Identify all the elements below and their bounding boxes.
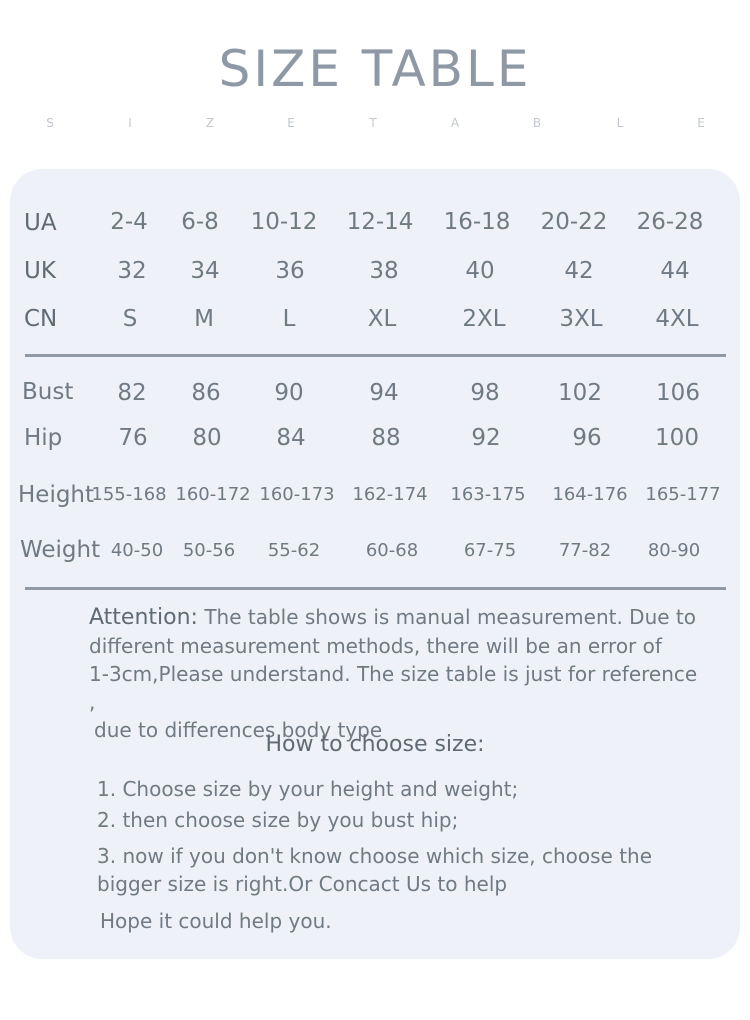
table-cell: 60-68 [365, 540, 419, 561]
spaced-letter: E [287, 116, 295, 130]
row-label-bust: Bust [22, 379, 74, 405]
table-cell: XL [367, 306, 397, 332]
table-cell: 98 [470, 380, 500, 406]
table-cell: 80 [192, 425, 222, 451]
table-cell: 94 [369, 380, 399, 406]
spaced-letter: T [369, 116, 377, 130]
section-title: How to choose size: [265, 732, 485, 757]
table-cell: M [194, 306, 214, 332]
table-cell: 38 [369, 258, 399, 284]
table-cell: 32 [117, 258, 147, 284]
table-cell: 44 [660, 258, 690, 284]
attention-label: Attention: [89, 605, 198, 630]
page-title: SIZE TABLE [218, 40, 532, 98]
spaced-letter: L [616, 116, 624, 130]
table-cell: 76 [118, 425, 148, 451]
instruction-step: 2. then choose size by you bust hip; [97, 808, 459, 832]
table-cell: 12-14 [346, 209, 414, 235]
table-cell: 2-4 [110, 209, 148, 235]
table-divider [25, 354, 726, 357]
row-label-uk: UK [24, 258, 56, 284]
attention-text: The table shows is manual measurement. Due to [204, 605, 697, 629]
table-cell: 162-174 [352, 484, 428, 505]
table-cell: 16-18 [443, 209, 511, 235]
table-cell: L [282, 306, 296, 332]
table-cell: 40-50 [110, 540, 164, 561]
table-cell: 82 [117, 380, 147, 406]
row-label-hip: Hip [24, 425, 63, 451]
attention-line-4: due to differences body type [94, 718, 383, 742]
row-label-ua: UA [24, 210, 57, 236]
table-cell: S [122, 306, 138, 332]
spaced-letter: Z [205, 116, 215, 130]
table-cell: 50-56 [182, 540, 236, 561]
table-cell: 164-176 [552, 484, 628, 505]
instruction-step: 1. Choose size by your height and weight; [97, 777, 519, 801]
spaced-letter: B [532, 116, 542, 130]
table-cell: 42 [564, 258, 594, 284]
attention-line-1 [89, 603, 709, 632]
attention-line-2: different measurement methods, there will be an error of [89, 634, 662, 658]
table-cell: 163-175 [450, 484, 526, 505]
row-label-height: Height [18, 482, 95, 508]
row-label-weight: Weight [20, 537, 101, 563]
size-chart-card [10, 169, 740, 959]
table-cell: 92 [471, 425, 501, 451]
attention-line-3: 1-3cm,Please understand. The size table is just for reference , [89, 662, 698, 714]
table-cell: 84 [276, 425, 306, 451]
attention-note [89, 603, 709, 744]
table-cell: 6-8 [181, 209, 219, 235]
table-cell: 88 [371, 425, 401, 451]
table-cell: 90 [274, 380, 304, 406]
spaced-letter: A [450, 116, 460, 130]
table-cell: 36 [275, 258, 305, 284]
table-cell: 160-172 [175, 484, 251, 505]
table-cell: 4XL [655, 306, 699, 332]
spaced-title-letters [0, 116, 750, 132]
table-cell: 20-22 [540, 209, 608, 235]
table-cell: 55-62 [267, 540, 321, 561]
row-label-cn: CN [24, 306, 58, 332]
table-divider [25, 587, 726, 590]
table-cell: 77-82 [558, 540, 612, 561]
table-cell: 34 [190, 258, 220, 284]
spaced-letter: I [128, 116, 132, 130]
table-cell: 3XL [559, 306, 603, 332]
table-cell: 67-75 [463, 540, 517, 561]
spaced-letter: E [697, 116, 705, 130]
table-cell: 2XL [462, 306, 506, 332]
table-cell: 40 [465, 258, 495, 284]
table-cell: 96 [572, 425, 602, 451]
table-cell: 102 [558, 380, 602, 406]
table-cell: 86 [191, 380, 221, 406]
spaced-letter: S [46, 116, 54, 130]
table-cell: 80-90 [647, 540, 701, 561]
table-cell: 106 [656, 380, 700, 406]
table-cell: 155-168 [91, 484, 167, 505]
instruction-step: 3. now if you don't know choose which size, choose the bigger size is right.Or Concact Us to help [97, 844, 653, 896]
table-cell: 10-12 [250, 209, 318, 235]
table-cell: 26-28 [636, 209, 704, 235]
table-cell: 160-173 [259, 484, 335, 505]
table-cell: 165-177 [645, 484, 721, 505]
table-cell: 100 [655, 425, 699, 451]
closing-message: Hope it could help you. [100, 909, 332, 933]
